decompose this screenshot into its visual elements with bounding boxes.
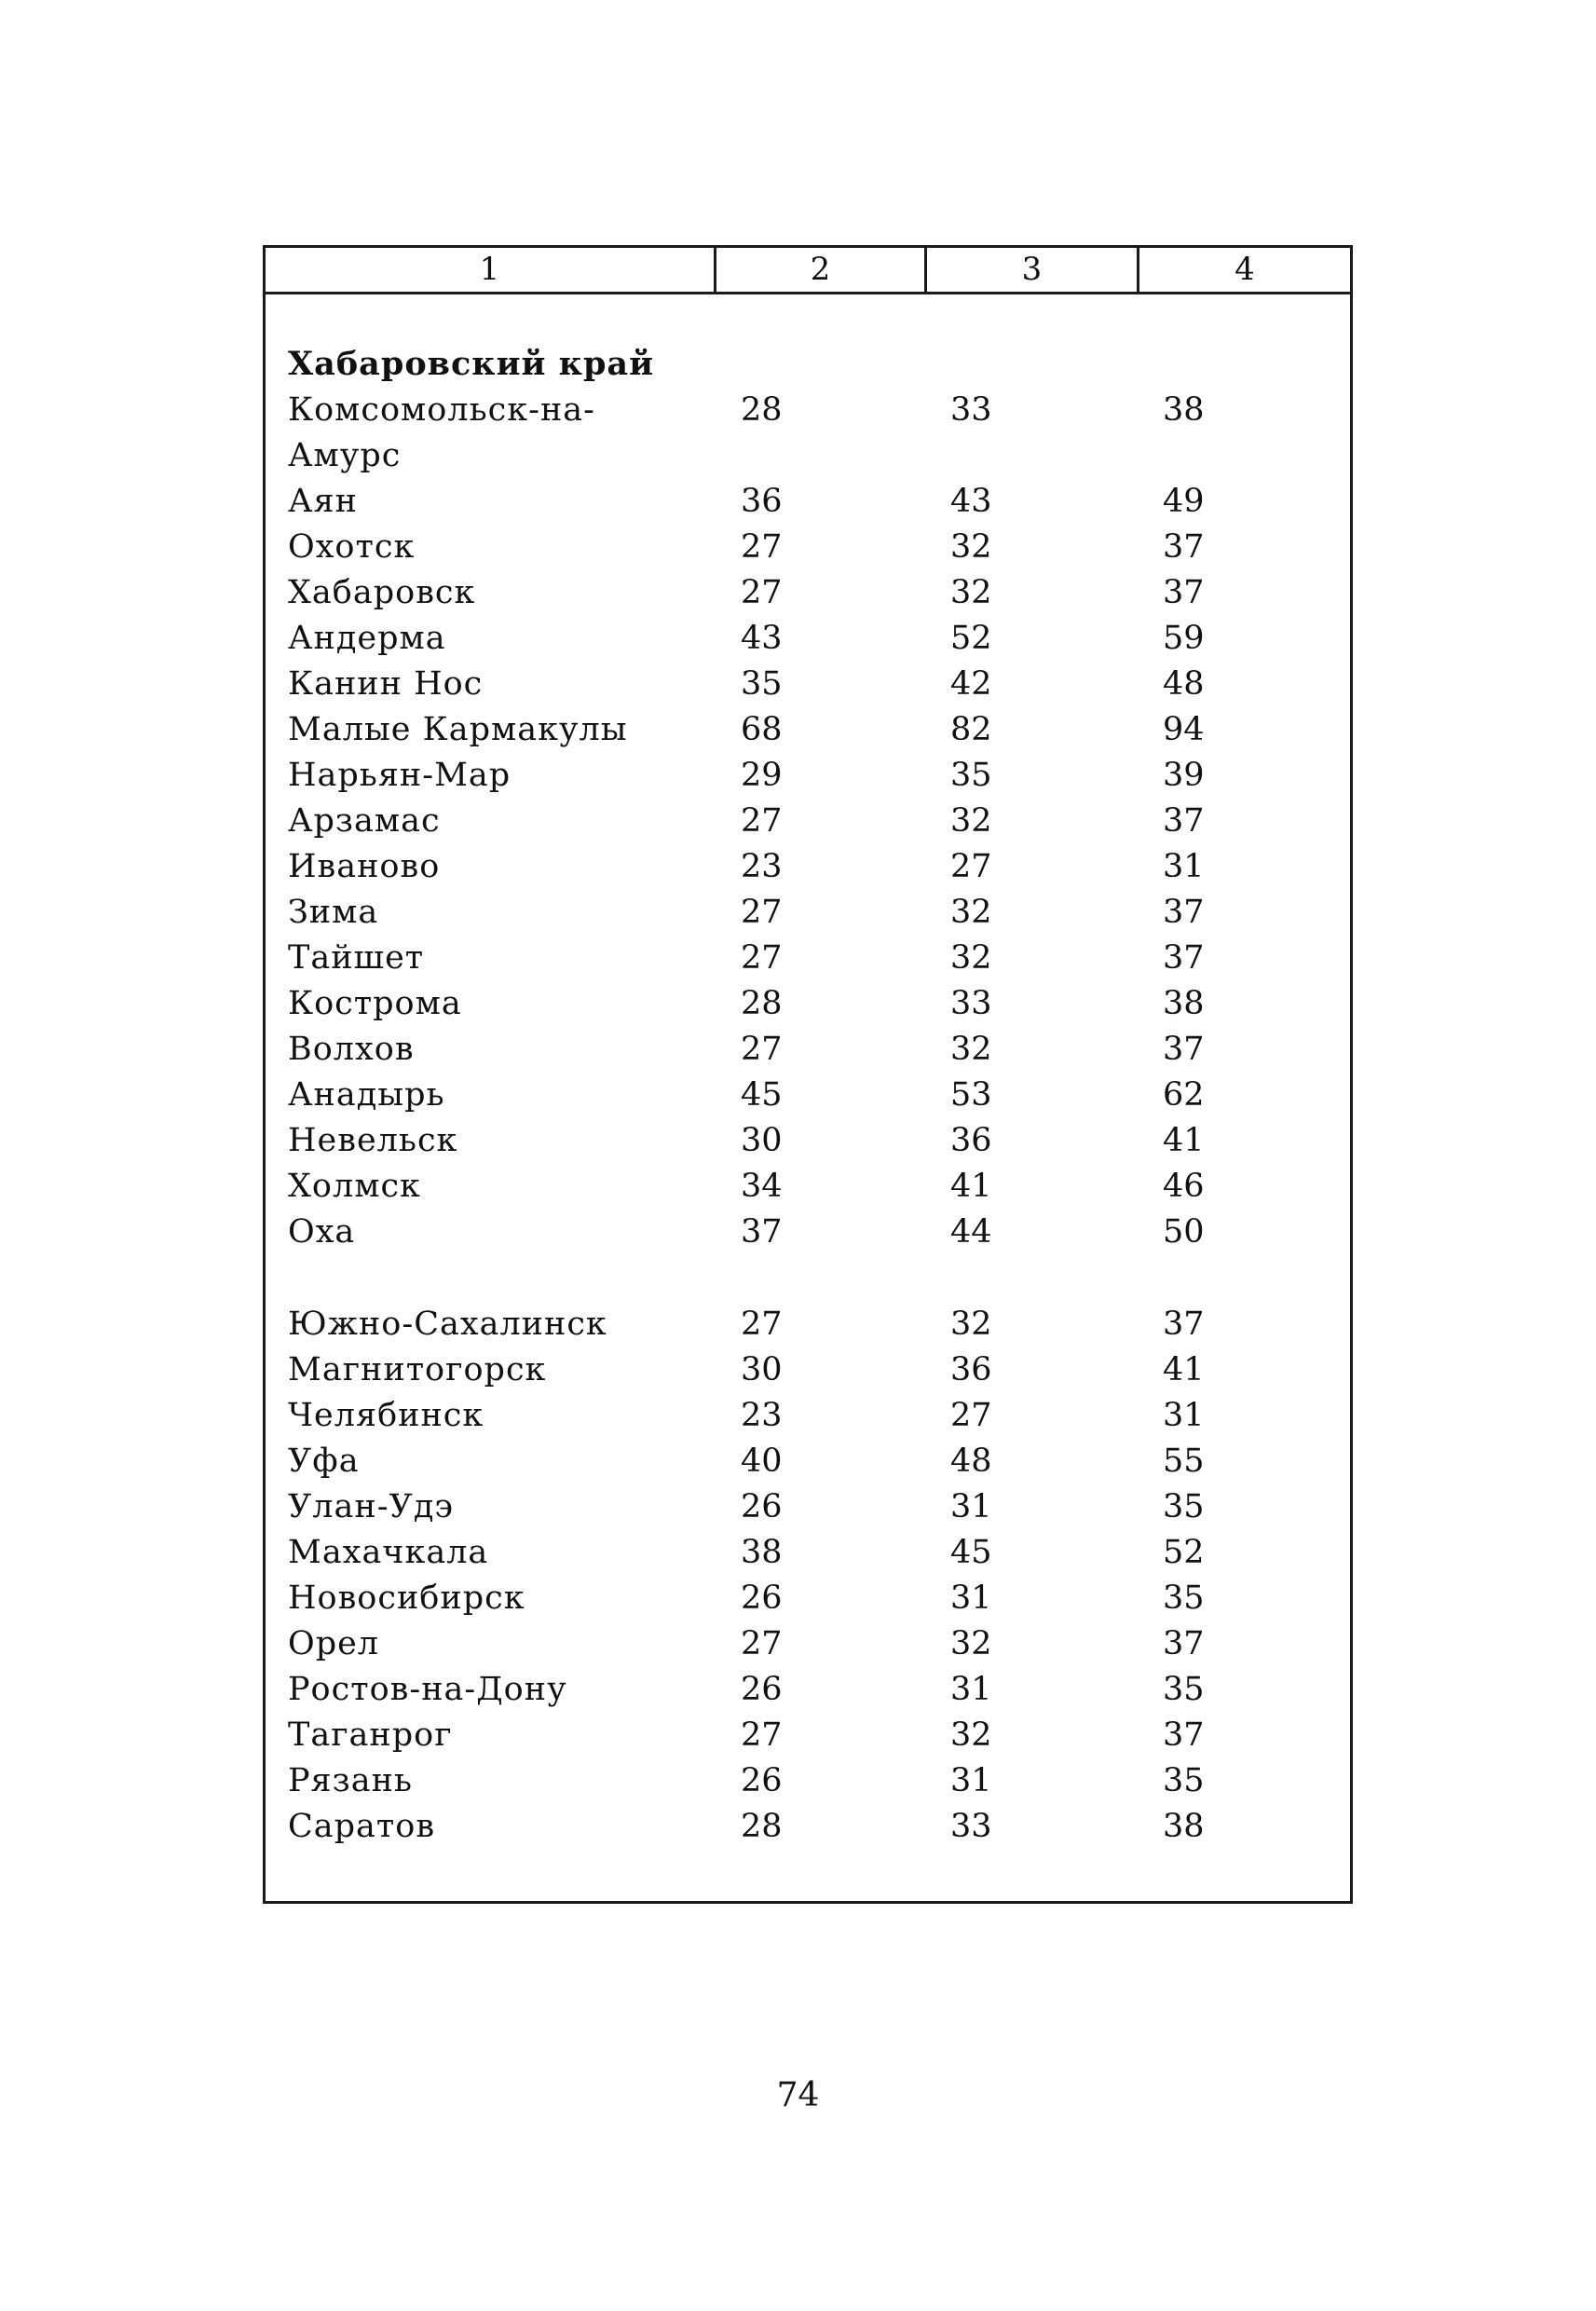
- value-v3: 44: [950, 1213, 992, 1251]
- value-v2: 34: [741, 1168, 783, 1205]
- table-row: [266, 1027, 1350, 1073]
- value-v3: 36: [950, 1351, 992, 1388]
- value-v3: 31: [950, 1762, 992, 1799]
- station-name: Волхов: [288, 1031, 415, 1068]
- column-header-4: 4: [1235, 251, 1255, 288]
- value-v2: 23: [741, 848, 783, 885]
- table-row: [266, 1758, 1350, 1804]
- station-name: Канин Нос: [288, 665, 484, 703]
- value-v2: 27: [741, 939, 783, 977]
- table-row: [266, 479, 1350, 525]
- value-v2: 36: [741, 483, 783, 520]
- value-v4: 38: [1163, 391, 1205, 429]
- value-v2: 27: [741, 1716, 783, 1754]
- table-row: [266, 1530, 1350, 1576]
- value-v2: 23: [741, 1397, 783, 1434]
- value-v3: 33: [950, 985, 992, 1022]
- value-v2: 27: [741, 528, 783, 566]
- station-name: Арзамас: [288, 802, 441, 840]
- value-v2: 27: [741, 802, 783, 840]
- table-row: [266, 616, 1350, 662]
- value-v3: 33: [950, 1808, 992, 1845]
- station-name: Саратов: [288, 1808, 436, 1845]
- value-v4: 50: [1163, 1213, 1205, 1251]
- table-row: [266, 570, 1350, 616]
- value-v2: 26: [741, 1671, 783, 1708]
- value-v4: 62: [1163, 1076, 1205, 1114]
- station-name: Махачкала: [288, 1534, 489, 1571]
- station-name: Таганрог: [288, 1716, 453, 1754]
- value-v3: 32: [950, 1716, 992, 1754]
- table-row: [266, 707, 1350, 753]
- value-v3: 52: [950, 620, 992, 657]
- value-v3: 27: [950, 1397, 992, 1434]
- table-row: [266, 1118, 1350, 1164]
- value-v2: 30: [741, 1122, 783, 1159]
- column-header-2: 2: [716, 248, 927, 292]
- station-name: Кострома: [288, 985, 462, 1022]
- value-v4: 37: [1163, 1306, 1205, 1343]
- station-name: Охотск: [288, 528, 416, 566]
- table-header-row: [266, 248, 1350, 294]
- value-v3: 42: [950, 665, 992, 703]
- value-v4: 37: [1163, 574, 1205, 611]
- value-v4: 37: [1163, 802, 1205, 840]
- station-name: Новосибирск: [288, 1579, 525, 1617]
- value-v3: 32: [950, 574, 992, 611]
- value-v2: 26: [741, 1488, 783, 1525]
- table-row: [266, 1164, 1350, 1210]
- value-v4: 37: [1163, 1625, 1205, 1662]
- station-name: Зима: [288, 894, 379, 931]
- table-row: [266, 1210, 1350, 1255]
- station-name: Ростов-на-Дону: [288, 1671, 567, 1708]
- station-name: Орел: [288, 1625, 380, 1662]
- station-name: Малые Кармакулы: [288, 711, 628, 748]
- table-row: [266, 1302, 1350, 1347]
- table-row: [266, 1484, 1350, 1530]
- value-v2: 27: [741, 574, 783, 611]
- station-name: Челябинск: [288, 1397, 484, 1434]
- value-v2: 68: [741, 711, 783, 748]
- value-v4: 35: [1163, 1762, 1205, 1799]
- table-row: [266, 1621, 1350, 1667]
- value-v4: 49: [1163, 483, 1205, 520]
- value-v2: 28: [741, 985, 783, 1022]
- station-name: Комсомольск-на- Амурс: [288, 391, 595, 474]
- rows-container: [266, 388, 1350, 1850]
- table-row: [266, 1393, 1350, 1439]
- station-name: Аян: [288, 483, 358, 520]
- value-v4: 31: [1163, 848, 1205, 885]
- value-v4: 35: [1163, 1671, 1205, 1708]
- station-name: Оха: [288, 1213, 356, 1251]
- value-v2: 43: [741, 620, 783, 657]
- value-v2: 45: [741, 1076, 783, 1114]
- table-row: [266, 1713, 1350, 1758]
- column-header-1: 1: [266, 248, 716, 292]
- value-v2: 28: [741, 1808, 783, 1845]
- value-v2: 38: [741, 1534, 783, 1571]
- value-v3: 31: [950, 1488, 992, 1525]
- value-v3: 32: [950, 1625, 992, 1662]
- table-body: [266, 341, 1350, 1850]
- value-v2: 27: [741, 1306, 783, 1343]
- value-v4: 37: [1163, 939, 1205, 977]
- value-v3: 45: [950, 1534, 992, 1571]
- table-row: [266, 936, 1350, 981]
- table-row: [266, 844, 1350, 890]
- table-row: [266, 1073, 1350, 1118]
- value-v4: 41: [1163, 1351, 1205, 1388]
- value-v2: 27: [741, 1625, 783, 1662]
- value-v3: 27: [950, 848, 992, 885]
- value-v3: 43: [950, 483, 992, 520]
- value-v2: 40: [741, 1443, 783, 1480]
- value-v4: 31: [1163, 1397, 1205, 1434]
- station-name: Холмск: [288, 1168, 421, 1205]
- value-v2: 26: [741, 1762, 783, 1799]
- value-v4: 59: [1163, 620, 1205, 657]
- table-row: [266, 799, 1350, 844]
- table-row: [266, 1439, 1350, 1484]
- value-v2: 30: [741, 1351, 783, 1388]
- station-name: Улан-Удэ: [288, 1488, 454, 1525]
- value-v2: 37: [741, 1213, 783, 1251]
- table-row: [266, 662, 1350, 707]
- value-v3: 31: [950, 1579, 992, 1617]
- value-v3: 35: [950, 757, 992, 794]
- station-name: Невельск: [288, 1122, 458, 1159]
- value-v3: 32: [950, 894, 992, 931]
- value-v4: 37: [1163, 1031, 1205, 1068]
- table-row: [266, 525, 1350, 570]
- value-v4: 52: [1163, 1534, 1205, 1571]
- value-v2: 27: [741, 894, 783, 931]
- table-row: [266, 1667, 1350, 1713]
- value-v4: 37: [1163, 894, 1205, 931]
- value-v4: 46: [1163, 1168, 1205, 1205]
- table-row: [266, 1347, 1350, 1393]
- station-name: Магнитогорск: [288, 1351, 547, 1388]
- value-v2: 35: [741, 665, 783, 703]
- value-v3: 32: [950, 1031, 992, 1068]
- value-v2: 29: [741, 757, 783, 794]
- value-v3: 33: [950, 391, 992, 429]
- station-name: Андерма: [288, 620, 446, 657]
- value-v4: 39: [1163, 757, 1205, 794]
- station-name: Нарьян-Мар: [288, 757, 512, 794]
- value-v4: 41: [1163, 1122, 1205, 1159]
- value-v3: 82: [950, 711, 992, 748]
- station-name: Хабаровск: [288, 574, 476, 611]
- value-v3: 53: [950, 1076, 992, 1114]
- value-v3: 48: [950, 1443, 992, 1480]
- value-v2: 27: [741, 1031, 783, 1068]
- table-row: [266, 890, 1350, 936]
- station-name: Тайшет: [288, 939, 425, 977]
- table-row: [266, 753, 1350, 799]
- value-v3: 36: [950, 1122, 992, 1159]
- value-v3: 32: [950, 1306, 992, 1343]
- data-table: [263, 245, 1353, 1904]
- table-row: [266, 981, 1350, 1027]
- value-v3: 31: [950, 1671, 992, 1708]
- value-v4: 38: [1163, 1808, 1205, 1845]
- station-name: Иваново: [288, 848, 441, 885]
- value-v4: 37: [1163, 528, 1205, 566]
- value-v4: 94: [1163, 711, 1205, 748]
- value-v4: 35: [1163, 1488, 1205, 1525]
- station-name: Рязань: [288, 1762, 413, 1799]
- table-row: [266, 388, 1350, 479]
- table-row: [266, 1804, 1350, 1850]
- value-v4: 38: [1163, 985, 1205, 1022]
- value-v3: 32: [950, 939, 992, 977]
- value-v4: 48: [1163, 665, 1205, 703]
- station-name: Уфа: [288, 1443, 360, 1480]
- value-v4: 37: [1163, 1716, 1205, 1754]
- station-name: Анадырь: [288, 1076, 445, 1114]
- value-v3: 32: [950, 802, 992, 840]
- column-header-3: 3: [927, 248, 1139, 292]
- value-v4: 55: [1163, 1443, 1205, 1480]
- value-v2: 26: [741, 1579, 783, 1617]
- value-v4: 35: [1163, 1579, 1205, 1617]
- region-title: Хабаровский край: [288, 345, 655, 383]
- value-v3: 32: [950, 528, 992, 566]
- value-v2: 28: [741, 391, 783, 429]
- station-name: Южно-Сахалинск: [288, 1306, 607, 1343]
- table-row: [266, 1576, 1350, 1621]
- page-number: 74: [776, 2076, 820, 2114]
- value-v3: 41: [950, 1168, 992, 1205]
